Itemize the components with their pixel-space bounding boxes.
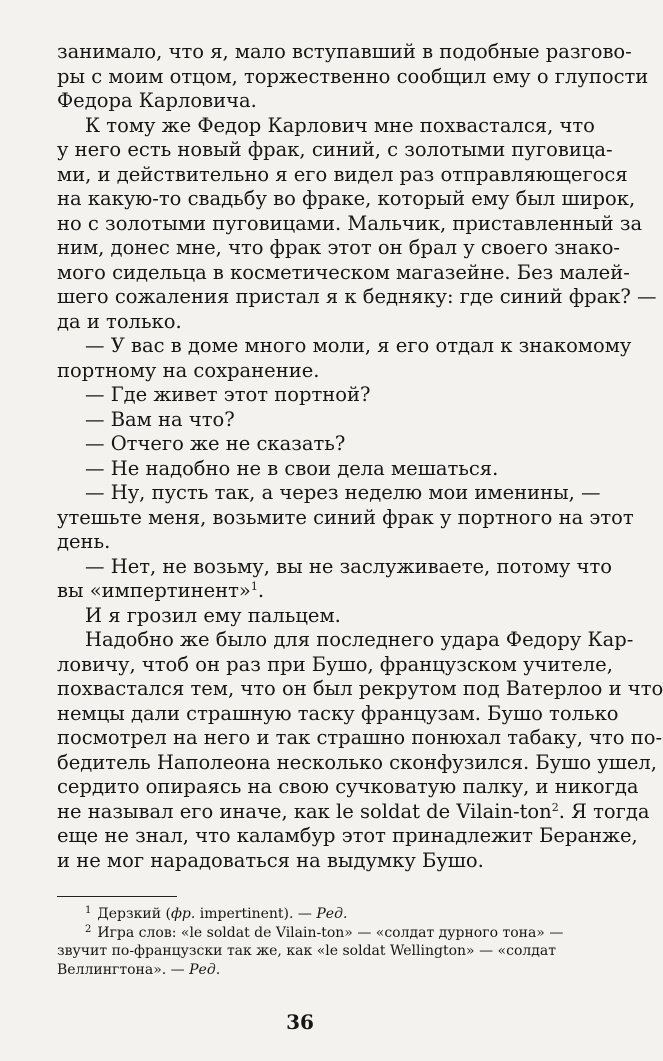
text-span: Ред. (316, 906, 348, 922)
text-line: — Отчего же не сказать? (85, 432, 346, 455)
text-span: . (257, 579, 265, 602)
footnote-ref[interactable]: 2 (551, 800, 559, 814)
footnote-divider (57, 896, 177, 897)
text-span: Веллингтона». — (57, 961, 190, 978)
text-span: не называл его иначе, как le soldat de Vilain-ton (57, 799, 552, 823)
text-line: — Где живет этот портной? (85, 383, 371, 406)
text-line: мого сидельца в косметическом магазейне. Без малей- (57, 260, 630, 284)
page-number: 36 (286, 1010, 314, 1034)
text-span: . Я тогда (558, 799, 650, 823)
footnote-2-line: звучит по-французски так же, как «le soldat Wellington» — «солдат (57, 943, 556, 959)
text-span: вы «импертинент» (57, 579, 251, 602)
text-line: да и только. (57, 309, 182, 333)
footnotes (57, 905, 564, 979)
text-line: бедитель Наполеона несколько сконфузился. Бушо ушел, (57, 750, 658, 774)
text-line: но с золотыми пуговицами. Мальчик, приставленный за (57, 211, 643, 235)
text-line: ры с моим отцом, торжественно сообщил ему о глупости (57, 64, 649, 88)
text-line: у него есть новый фрак, синий, с золотыми пуговица- (57, 138, 613, 161)
text-line: ми, и действительно я его видел раз отправляющегося (57, 162, 628, 186)
text-line: ловичу, чтоб он раз при Бушо, французском учителе, (57, 652, 613, 676)
text-line: еще не знал, что каламбур этот принадлежит Беранже, (57, 824, 638, 847)
page-body (57, 40, 663, 873)
footnote-mark: 1 (85, 905, 92, 916)
text-line (57, 579, 556, 604)
text-line: ним, донес мне, что фрак этот он брал у своего знако- (57, 236, 621, 259)
text-span: фр. (170, 906, 196, 922)
text-span: Дерзкий ( (97, 906, 171, 922)
text-line: — У вас в доме много моли, я его отдал к знакомому (85, 334, 632, 357)
footnote-2 (57, 923, 564, 943)
text-line: Надобно же было для последнего удара Федору Кар- (85, 628, 634, 651)
text-line: на какую-то свадьбу во фраке, который ему был широк, (57, 187, 636, 210)
footnote-ref[interactable]: 1 (250, 580, 258, 593)
footnote-2-line (57, 961, 556, 980)
text-line: И я грозил ему пальцем. (85, 603, 341, 627)
footnote-mark: 2 (85, 923, 92, 935)
text-line: шего сожаления пристал я к бедняку: где синий фрак? — (57, 285, 657, 308)
text-line: и не мог нарадоваться на выдумку Бушо. (57, 848, 484, 872)
text-line: сердито опираясь на свою сучковатую палку, и никогда (57, 775, 639, 798)
text-line: Федора Карловича. (57, 89, 257, 112)
text-line: — Ну, пусть так, а через неделю мои именины, — (85, 481, 601, 504)
text-span: impertinent). — (195, 906, 317, 922)
text-span: Игра слов: «le soldat de Vilain-ton» — «солдат дурного тона» — (97, 924, 564, 941)
text-line: немцы дали страшную таску французам. Бушо только (57, 701, 619, 725)
text-line: похвастался тем, что он был рекрутом под Ватерлоо и что (57, 677, 663, 700)
text-line: К тому же Федор Карлович мне похвастался, что (85, 113, 595, 137)
text-line: — Вам на что? (85, 407, 235, 431)
footnote-1 (57, 905, 556, 924)
text-line: посмотрел на него и так страшно понюхал табаку, что по- (57, 726, 663, 749)
text-line (57, 799, 650, 825)
text-line: — Не надобно не в свои дела мешаться. (85, 456, 499, 480)
text-line: портному на сохранение. (57, 358, 320, 382)
text-line: — Нет, не возьму, вы не заслуживаете, потому что (85, 554, 612, 578)
text-line: занимало, что я, мало вступавший в подобные разгово- (57, 40, 632, 63)
text-line: утешьте меня, возьмите синий фрак у портного на этот (57, 505, 634, 529)
text-line: день. (57, 530, 111, 553)
text-span: Ред. (189, 961, 221, 978)
